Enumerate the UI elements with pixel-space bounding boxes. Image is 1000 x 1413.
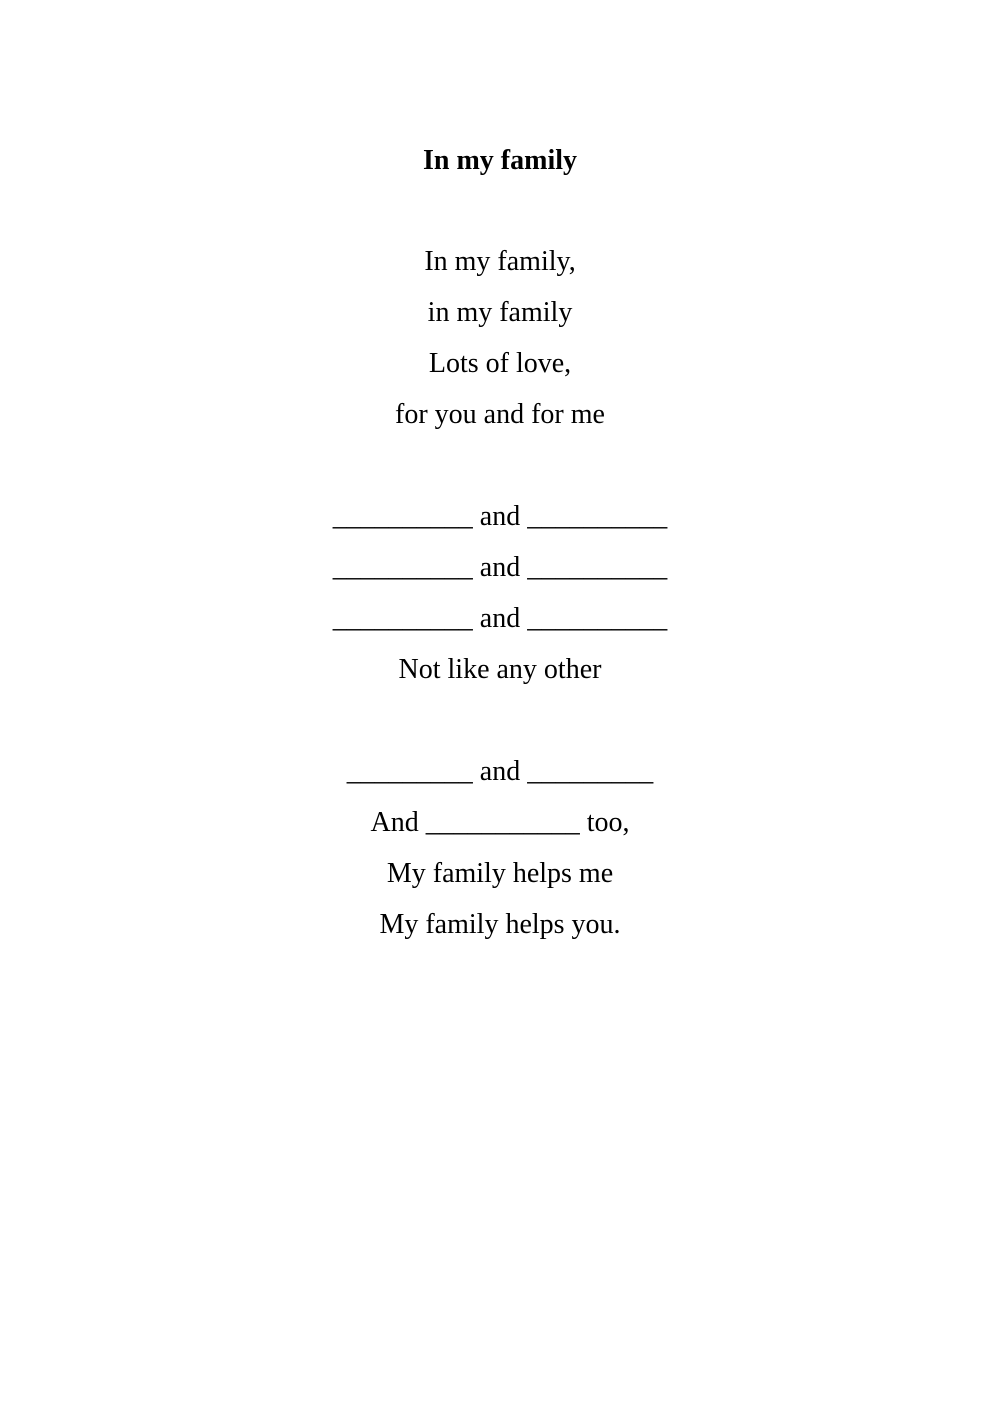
poem-title: In my family (423, 145, 577, 176)
poem-line: Lots of love, (428, 348, 572, 379)
poem-line: My family helps you. (379, 909, 621, 940)
fill-in-line: __________ and __________ (332, 603, 668, 634)
stanza-3 (0, 754, 1000, 958)
poem-line: In my family, (424, 246, 576, 277)
poem-line: Not like any other (398, 654, 602, 685)
fill-in-line: __________ and __________ (332, 501, 668, 532)
poem-line: for you and for me (395, 399, 605, 430)
stanza-2 (0, 499, 1000, 703)
fill-in-line: And ___________ too, (370, 807, 630, 838)
poem-line: in my family (427, 297, 573, 328)
fill-in-line: _________ and _________ (346, 756, 654, 787)
poem-line: My family helps me (386, 858, 614, 889)
fill-in-line: __________ and __________ (332, 552, 668, 583)
stanza-1 (0, 244, 1000, 448)
